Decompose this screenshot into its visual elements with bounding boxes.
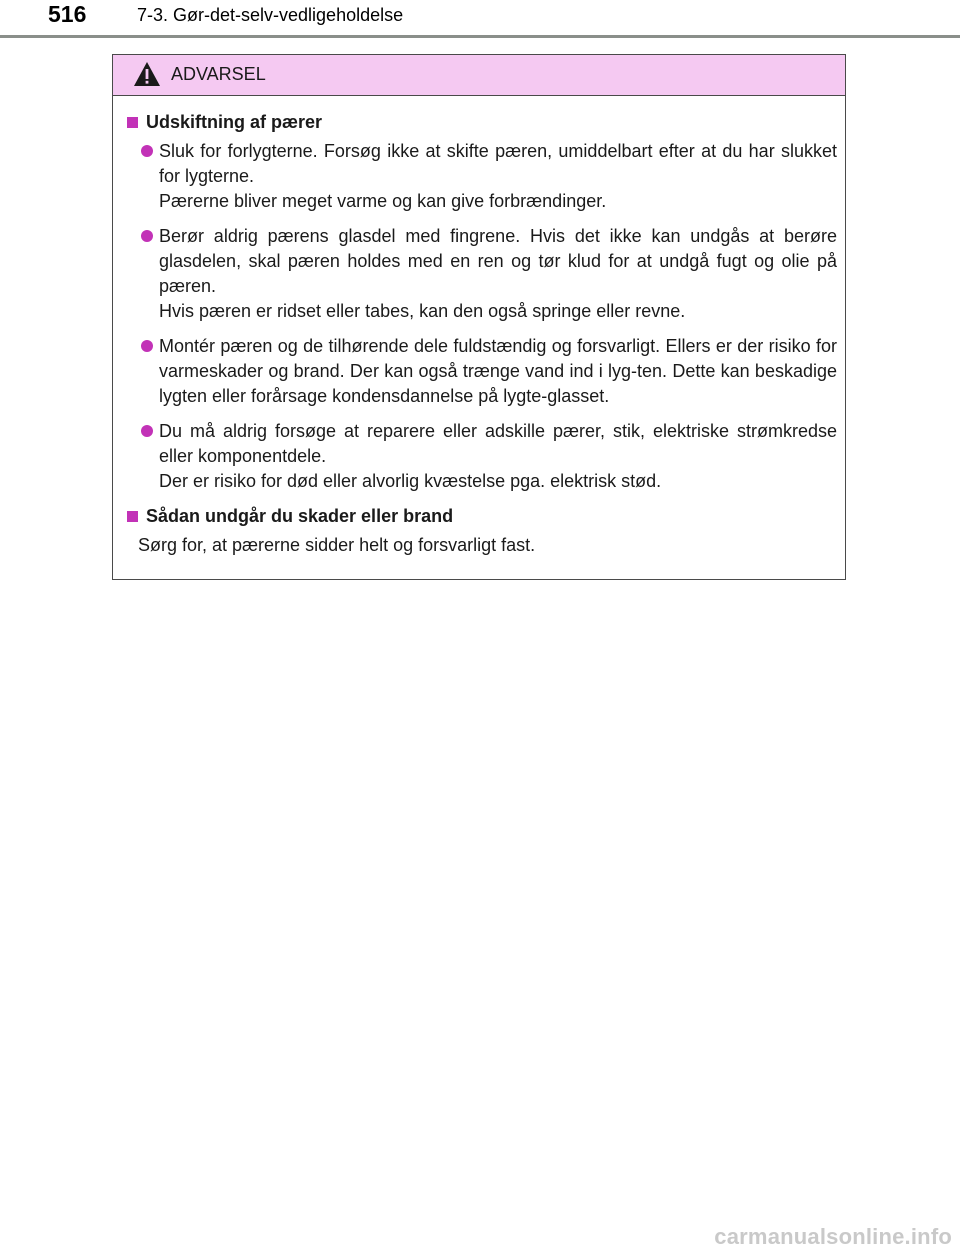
- paragraph: Berør aldrig pærens glasdel med fingrene. Hvis det ikke kan undgås at berøre glasdelen, skal pæren holdes med en ren og tør klud for at undgå fugt og olie på pæren.: [159, 226, 837, 296]
- page-number: 516: [48, 1, 87, 27]
- round-bullet-icon: [141, 230, 153, 242]
- paragraph: Der er risiko for død eller alvorlig kvæstelse pga. elektrisk stød.: [159, 471, 662, 491]
- header-rule: [0, 35, 960, 38]
- square-bullet-icon: [127, 511, 138, 522]
- square-bullet-icon: [127, 117, 138, 128]
- section-title: 7-3. Gør-det-selv-vedligeholdelse: [137, 5, 404, 25]
- list-item-text: [159, 139, 837, 214]
- section-heading-text: Udskiftning af pærer: [146, 112, 323, 132]
- warning-triangle-icon: [133, 61, 161, 87]
- list-item-text: [159, 419, 837, 494]
- paragraph: Sørg for, at pærerne sidder helt og forsvarligt fast.: [138, 535, 536, 555]
- list-item: [127, 334, 837, 409]
- list-item-text: [159, 224, 837, 324]
- paragraph: Montér pæren og de tilhørende dele fuldstændig og forsvarligt. Ellers er der risiko for varmeskader og brand. Der kan også trænge vand ind i lyg-ten. Dette kan beskadige lygten eller forårsage kondensdannelse på lygte-glasset.: [159, 336, 837, 406]
- section-heading-text: Sådan undgår du skader eller brand: [146, 506, 454, 526]
- watermark: carmanualsonline.info: [714, 1224, 952, 1249]
- warning-header: [113, 55, 845, 96]
- warning-label: ADVARSEL: [171, 64, 266, 84]
- round-bullet-icon: [141, 145, 153, 157]
- warning-body: [113, 96, 845, 558]
- paragraph: Pærerne bliver meget varme og kan give forbrændinger.: [159, 191, 607, 211]
- paragraph: Sluk for forlygterne. Forsøg ikke at skifte pæren, umiddelbart efter at du har slukket for lygterne.: [159, 141, 837, 186]
- section-heading: [127, 504, 837, 529]
- warning-box: [112, 54, 846, 580]
- list-item: [127, 224, 837, 324]
- list-item-text: [159, 334, 837, 409]
- round-bullet-icon: [141, 425, 153, 437]
- round-bullet-icon: [141, 340, 153, 352]
- paragraph: Hvis pæren er ridset eller tabes, kan den også springe eller revne.: [159, 301, 686, 321]
- section-heading: [127, 110, 837, 135]
- list-item: [127, 139, 837, 214]
- list-item: [127, 419, 837, 494]
- page-header: [0, 0, 960, 40]
- paragraph: Du må aldrig forsøge at reparere eller adskille pærer, stik, elektriske strømkredse eller komponentdele.: [159, 421, 837, 466]
